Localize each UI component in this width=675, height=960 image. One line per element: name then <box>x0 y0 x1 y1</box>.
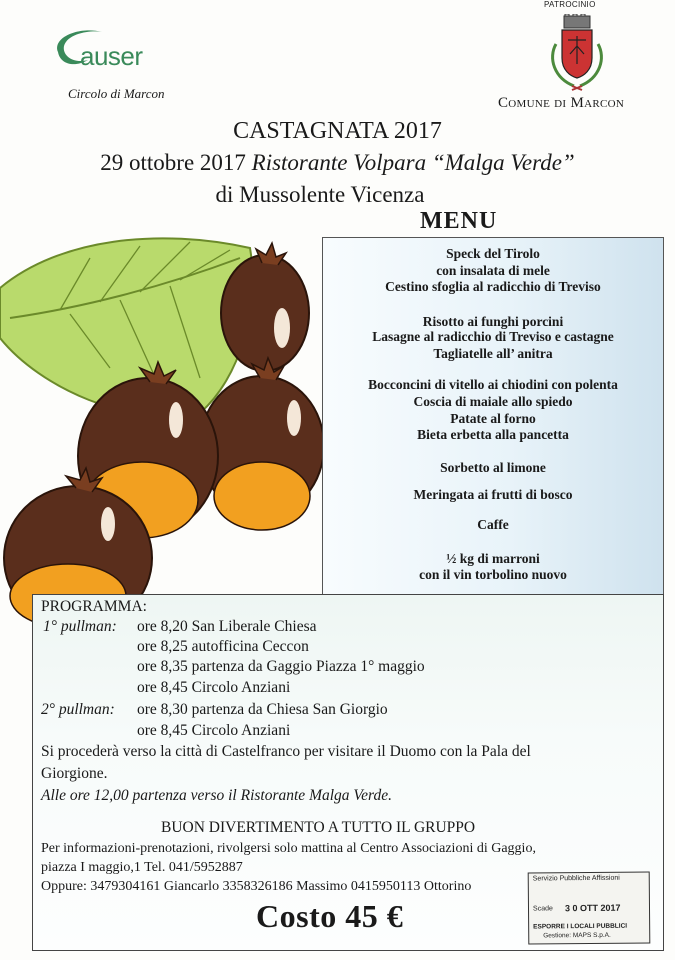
patrocinio-label: PATROCINIO <box>544 0 596 9</box>
menu-item: Coscia di maiale allo spiedo <box>413 394 573 409</box>
event-date: 29 ottobre 2017 <box>100 150 246 175</box>
departure-text: Alle ore 12,00 partenza verso il Ristorante Malga Verde. <box>41 787 392 804</box>
event-place: di Mussolente Vicenza <box>215 182 425 207</box>
visit-text: Si procederà verso la città di Castelfranco per visitare il Duomo con la Pala del <box>41 743 531 760</box>
visit-text-cont: Giorgione. <box>41 765 108 782</box>
bus1-label: 1° pullman: <box>43 618 117 635</box>
bus2-label: 2° pullman: <box>41 701 115 718</box>
cost-label: Costo 45 € <box>256 898 404 934</box>
stamp-expose: ESPORRE I LOCALI PUBBLICI <box>533 922 628 931</box>
bus2-stop: ore 8,30 partenza da Chiesa San Giorgio <box>137 701 388 718</box>
menu-item: Lasagne al radicchio di Treviso e castagne <box>372 329 614 344</box>
stamp-scade-label: Scade <box>532 905 553 913</box>
event-restaurant: Ristorante Volpara <box>251 150 427 175</box>
stamp-management: Gestione: MAPS S.p.A. <box>543 931 611 940</box>
menu-title: MENU <box>420 208 498 234</box>
menu-item: ½ kg di marroni <box>446 551 540 566</box>
bus2-stop: ore 8,45 Circolo Anziani <box>137 722 291 739</box>
auser-subtitle: Circolo di Marcon <box>68 86 165 101</box>
info-text: Per informazioni-prenotazioni, rivolgersi solo mattina al Centro Associazioni di Gaggio, <box>41 841 536 856</box>
chestnuts-illustration <box>0 228 340 638</box>
menu-item: Bieta erbetta alla pancetta <box>417 427 569 442</box>
auser-logo-text: auser <box>80 41 143 71</box>
info-address: piazza I maggio,1 Tel. 041/5952887 <box>41 860 243 875</box>
event-title: CASTAGNATA 2017 <box>233 118 442 144</box>
marcon-crest-icon <box>544 14 610 96</box>
bus1-stop: ore 8,20 San Liberale Chiesa <box>137 618 317 635</box>
menu-box <box>322 237 664 597</box>
comune-label: Comune di Marcon <box>498 95 625 111</box>
bus1-stop: ore 8,45 Circolo Anziani <box>137 679 291 696</box>
info-phones: Oppure: 3479304161 Giancarlo 3358326186 Massimo 0415950113 Ottorino <box>41 879 472 894</box>
billposting-stamp <box>528 871 651 944</box>
stamp-service: Servizio Pubbliche Affissioni <box>532 874 620 883</box>
menu-item: Risotto ai funghi porcini <box>422 314 564 329</box>
menu-item: Cestino sfoglia al radicchio di Treviso <box>385 279 601 294</box>
menu-item: con insalata di mele <box>436 263 550 278</box>
stamp-date: 3 0 OTT 2017 <box>564 902 621 914</box>
menu-item: Meringata ai frutti di bosco <box>413 487 573 502</box>
bus1-stop: ore 8,35 partenza da Gaggio Piazza 1° maggio <box>137 658 425 675</box>
greeting: BUON DIVERTIMENTO A TUTTO IL GRUPPO <box>161 819 476 836</box>
event-date-venue <box>0 150 675 176</box>
menu-item: con il vin torbolino nuovo <box>419 567 567 582</box>
event-venue: “Malga Verde” <box>431 150 575 175</box>
menu-item: Speck del Tirolo <box>446 246 540 261</box>
menu-item: Tagliatelle all’ anitra <box>433 346 553 361</box>
menu-item: Bocconcini di vitello ai chiodini con polenta <box>368 377 618 392</box>
bus1-stop: ore 8,25 autofficina Ceccon <box>137 638 309 655</box>
program-heading: PROGRAMMA: <box>41 598 147 615</box>
menu-item: Patate al forno <box>450 411 536 426</box>
menu-item: Caffe <box>477 517 509 532</box>
menu-item: Sorbetto al limone <box>440 460 546 475</box>
